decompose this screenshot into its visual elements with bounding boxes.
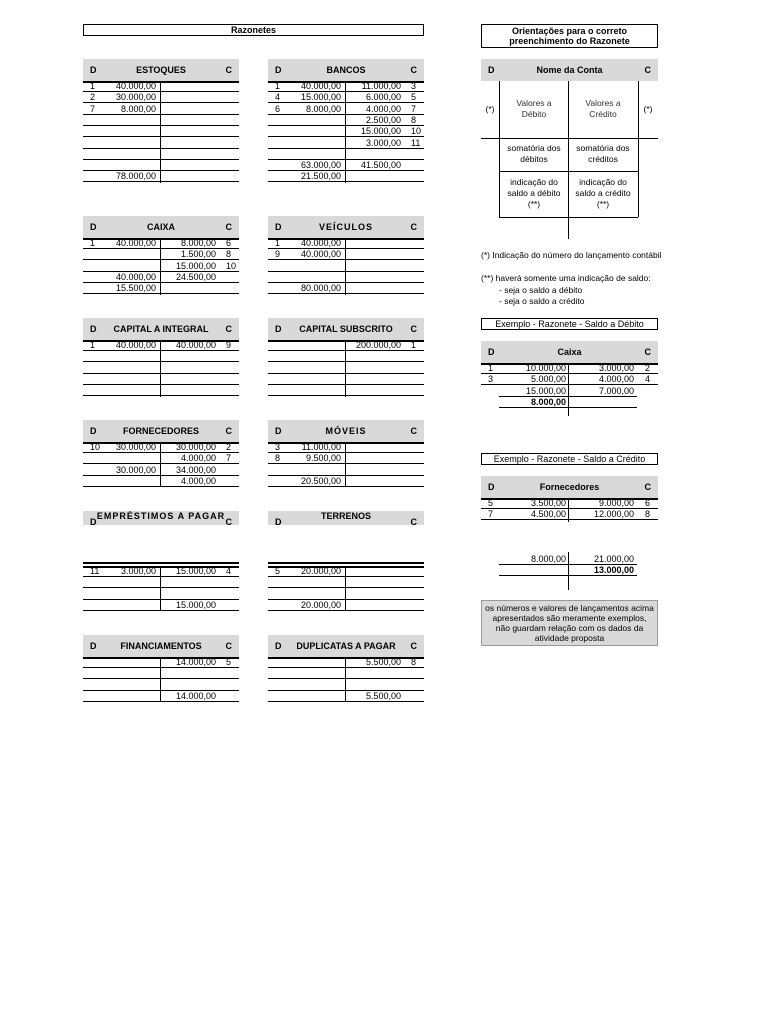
table-row [268,160,424,171]
table-row [268,92,424,103]
credit-entry-number: 2 [226,442,232,452]
entry-number: 7 [488,509,494,520]
debit-letter: D [90,222,97,232]
entry-number: 7 [90,103,96,114]
credit-entry-number: 8 [411,114,417,125]
table-row [268,442,424,453]
table-row [83,261,239,272]
guide-credit-values: Valores a Crédito [585,98,621,119]
debit-value: 11.000,00 [301,442,341,452]
account-name: Caixa [557,347,582,357]
table-row [268,566,424,577]
row-rule [83,293,239,294]
account-header-remnant-terrenos [268,552,424,564]
debit-value: 20.000,00 [300,566,341,576]
credit-entry-number: 4 [645,374,651,385]
guide-credit-sum: somatória dos créditos [576,143,630,164]
note-entry-number: (*) Indicação do número do lançamento contábil [481,250,662,260]
debit-value: 40.000,00 [300,238,341,248]
account-t-divider-emprestimos [160,566,161,611]
header-bottom-line [268,562,424,564]
credit-value: 11.000,00 [361,81,401,91]
table-row [83,138,239,149]
credit-letter: C [225,641,232,651]
entry-number: 3 [488,374,494,385]
credit-entry-number: 10 [226,260,237,271]
credit-value: 5.500,00 [365,657,401,667]
credit-value: 24.500,00 [175,271,216,282]
account-t-divider-moveis [345,442,346,487]
credit-entry-number: 6 [226,238,232,248]
table-row [268,238,424,249]
credit-entry-number: 7 [411,103,417,114]
guide-ref-left: (*) [485,104,495,114]
table-row [83,171,239,182]
account-header-terrenos [268,511,424,525]
table-row [268,680,424,691]
debit-value: 3.500,00 [530,498,566,508]
account-header-capital_integral [83,318,239,340]
debit-letter: D [275,517,282,525]
entry-number: 8 [275,453,281,464]
credit-value: 4.000,00 [180,453,216,464]
table-row [268,453,424,464]
table-row [83,577,239,588]
table-row [268,385,424,396]
entry-number: 4 [275,92,281,103]
credit-value: 40.000,00 [175,340,216,350]
table-row [481,565,658,576]
guide-title [481,24,658,48]
row-rule [268,181,424,182]
account-header-veiculos [268,216,424,238]
guide-header [481,59,658,81]
row-rule [268,486,424,487]
debit-letter: D [275,65,282,75]
table-row [268,261,424,272]
account-t-divider-capital_integral [160,340,161,397]
credit-value: 4.000,00 [180,475,216,486]
table-row [268,351,424,362]
debit-value: 30.000,00 [115,442,156,452]
table-row [481,386,658,397]
table-row [83,92,239,103]
credit-value: 8.000,00 [180,238,216,248]
debit-value: 63.000,00 [300,160,341,171]
example-debit-title: Exemplo - Razonete - Saldo a Débito [481,318,658,330]
credit-value: 6.000,00 [365,92,401,103]
account-name: TERRENOS [320,511,371,521]
table-row [83,283,239,294]
row-rule [268,610,424,611]
credit-value: 200.000,00 [355,340,401,350]
credit-entry-number: 1 [411,340,417,350]
table-row [268,589,424,600]
credit-entry-number: 7 [226,453,232,464]
entry-number: 1 [275,81,281,91]
table-row [481,509,658,520]
guide-debit-balance: indicação do saldo a débito (**) [507,177,561,209]
credit-value: 15.000,00 [175,599,216,610]
table-row [268,340,424,351]
debit-value: 40.000,00 [300,81,341,91]
debit-value: 3.000,00 [120,566,156,576]
entry-number: 1 [90,238,96,248]
table-row [268,600,424,611]
entry-number: 6 [275,103,281,114]
table-row [268,283,424,294]
account-name: EMPRÉSTIMOS A PAGAR [96,511,226,521]
credit-value: 7.000,00 [598,385,634,396]
account-name: CAIXA [146,222,175,232]
table-row [268,272,424,283]
account-t-divider-fornecedores [160,442,161,487]
table-row [268,657,424,668]
debit-letter: D [488,482,495,492]
table-row [268,81,424,92]
entry-number: 1 [90,340,96,350]
credit-entry-number: 2 [645,363,651,373]
debit-letter: D [90,641,97,651]
credit-letter: C [225,324,232,334]
table-row [83,691,239,702]
credit-letter: C [410,426,417,436]
table-row [268,691,424,702]
guide-stem [568,217,569,239]
table-row [83,680,239,691]
credit-value: 30.000,00 [175,442,216,452]
credit-value: 21.000,00 [593,554,634,564]
header-bottom-line [83,562,239,564]
table-row [83,600,239,611]
guide-debit-sum: somatória dos débitos [507,143,561,164]
account-t-divider-caixa [160,238,161,295]
account-header-financiamentos [83,635,239,657]
entry-number: 1 [488,363,494,373]
credit-value: 1.500,00 [180,249,216,260]
credit-value: 15.000,00 [175,566,216,576]
entry-number: 3 [275,442,281,452]
debit-value: 40.000,00 [115,271,156,282]
credit-value: 14.000,00 [175,657,216,667]
table-row [83,149,239,160]
table-row [268,577,424,588]
debit-value: 78.000,00 [115,171,156,182]
guide-sum-bottom [499,171,638,172]
guide-bal-right [638,138,639,217]
debit-letter: D [90,324,97,334]
credit-entry-number: 3 [411,81,417,91]
credit-value: 5.500,00 [365,690,401,701]
table-row [268,104,424,115]
table-row [83,453,239,464]
debit-value: 8.000,00 [530,554,566,564]
table-row [83,351,239,362]
debit-letter: D [90,517,97,525]
credit-value: 2.500,00 [365,114,401,125]
example-header [481,476,658,498]
account-header-remnant-emprestimos [83,552,239,564]
debit-value: 8.000,00 [305,103,341,114]
account-header-fornecedores [83,420,239,442]
credit-entry-number: 8 [411,657,417,667]
debit-letter: D [90,65,97,75]
account-header-capital_subscrito [268,318,424,340]
guide-title-line2: preenchimento do Razonete [509,36,630,46]
guide-ref-right: (*) [643,104,653,114]
table-row [83,363,239,374]
debit-letter: D [275,222,282,232]
entry-number: 11 [90,566,100,576]
guide-bal-left [499,138,500,217]
account-t-divider-estoques [160,81,161,183]
entry-number: 5 [275,566,281,576]
table-row [268,126,424,137]
table-row [83,566,239,577]
table-row [83,249,239,260]
example-credit-title: Exemplo - Razonete - Saldo a Crédito [481,453,658,465]
note-balance: (**) haverá somente uma indicação de saldo: [481,273,651,283]
table-row [268,374,424,385]
table-row [83,668,239,679]
account-name: CAPITAL SUBSCRITO [299,324,393,334]
account-name: MÓVEIS [325,426,367,436]
account-header-bancos [268,59,424,81]
credit-entry-number: 5 [411,92,417,103]
page-title: Razonetes [83,24,424,36]
debit-value: 80.000,00 [300,283,341,294]
debit-value: 40.000,00 [115,238,156,248]
credit-entry-number: 9 [226,340,232,350]
credit-letter: C [644,482,651,492]
account-name: DUPLICATAS A PAGAR [296,641,396,651]
table-row [481,374,658,385]
account-header-estoques [83,59,239,81]
credit-value: 13.000,00 [593,565,634,576]
debit-value: 20.000,00 [300,599,341,610]
table-row [83,657,239,668]
account-t-divider-veiculos [345,238,346,295]
page-gap [470,522,670,552]
table-row [83,340,239,351]
account-header-emprestimos [83,511,239,525]
credit-entry-number: 11 [411,137,421,148]
table-row [83,115,239,126]
debit-value: 40.000,00 [115,81,156,91]
entry-number: 5 [488,498,494,508]
table-row [268,138,424,149]
credit-value: 9.000,00 [598,498,634,508]
example-header [481,341,658,363]
guide-debit-letter: D [488,65,495,75]
credit-entry-number: 5 [226,657,232,667]
account-t-divider-terrenos [345,566,346,611]
example-t-divider-lower [568,554,569,590]
debit-letter: D [90,426,97,436]
debit-value: 30.000,00 [115,92,156,103]
credit-letter: C [225,517,232,525]
example-t-divider [568,363,569,416]
credit-letter: C [410,324,417,334]
debit-value: 15.500,00 [115,283,156,294]
debit-value: 40.000,00 [300,249,341,260]
credit-entry-number: 8 [226,249,232,260]
note-balance-debit: - seja o saldo a débito [499,285,583,295]
table-row [481,363,658,374]
credit-letter: C [410,65,417,75]
credit-value: 4.000,00 [598,374,634,385]
debit-value: 20.500,00 [300,475,341,486]
table-row [83,126,239,137]
credit-letter: C [410,641,417,651]
row-rule [83,395,239,396]
debit-value: 4.500,00 [530,509,566,520]
entry-number: 9 [275,249,281,260]
credit-value: 34.000,00 [175,464,216,475]
account-name: Fornecedores [539,482,600,492]
table-row [481,498,658,509]
debit-letter: D [275,324,282,334]
account-name: FORNECEDORES [122,426,199,436]
credit-entry-number: 6 [645,498,651,508]
debit-letter: D [275,641,282,651]
table-row [83,374,239,385]
credit-value: 4.000,00 [365,103,401,114]
guide-credit-balance: indicação do saldo a crédito (**) [575,177,631,209]
credit-value: 41.500,00 [360,160,401,171]
table-row [268,465,424,476]
table-row [268,476,424,487]
guide-account-name: Nome da Conta [536,65,603,75]
table-row [268,249,424,260]
entry-number: 1 [90,81,96,91]
debit-letter: D [275,426,282,436]
debit-value: 5.000,00 [530,374,566,385]
table-row [83,272,239,283]
credit-letter: C [410,222,417,232]
note-balance-credit: - seja o saldo a crédito [499,296,585,306]
account-name: ESTOQUES [136,65,186,75]
credit-entry-number: 8 [645,509,651,520]
table-row [481,554,658,565]
credit-entry-number: 10 [411,126,422,137]
table-row [83,81,239,92]
credit-value: 15.000,00 [175,260,216,271]
guide-t-left [499,81,500,138]
row-rule [268,293,424,294]
credit-value: 3.000,00 [598,363,634,373]
table-row [268,668,424,679]
table-row [83,465,239,476]
account-t-divider-capital_subscrito [345,340,346,397]
debit-value: 21.500,00 [300,171,341,182]
table-row [83,238,239,249]
account-t-divider-bancos [345,81,346,183]
disclaimer-box: os números e valores de lançamentos acima apresentados são meramente exemplos, não guardam relação com os dados da atividade proposta [481,600,658,646]
credit-value: 12.000,00 [593,509,634,520]
credit-entry-number: 4 [226,566,232,576]
table-row [268,115,424,126]
debit-value: 15.000,00 [300,92,341,103]
guide-title-line1: Orientações para o correto [511,26,628,36]
guide-t-bar [481,138,658,139]
account-header-caixa [83,216,239,238]
table-row [83,476,239,487]
credit-letter: C [644,347,651,357]
debit-value: 8.000,00 [530,396,566,407]
entry-number: 10 [90,442,101,452]
guide-debit-values: Valores a Débito [516,98,552,119]
table-row [268,149,424,160]
credit-letter: C [410,517,417,525]
table-row [268,363,424,374]
table-row [268,171,424,182]
row-rule [83,181,239,182]
account-name: VEÍCULOS [318,222,373,232]
account-name: BANCOS [326,65,366,75]
account-t-divider-financiamentos [160,657,161,702]
table-row [83,104,239,115]
credit-letter: C [225,222,232,232]
account-name: CAPITAL A INTEGRAL [113,324,209,334]
credit-value: 14.000,00 [175,690,216,701]
debit-value: 9.500,00 [305,453,341,464]
row-rule [268,395,424,396]
entry-number: 1 [275,238,281,248]
account-header-duplicatas [268,635,424,657]
debit-value: 30.000,00 [115,464,156,475]
table-row [83,160,239,171]
debit-value: 40.000,00 [115,340,156,350]
guide-credit-letter: C [644,65,651,75]
credit-letter: C [225,426,232,436]
guide-t-mid [568,81,569,217]
account-header-moveis [268,420,424,442]
account-name: FINANCIAMENTOS [120,641,202,651]
debit-value: 8.000,00 [120,103,156,114]
table-row [481,397,658,408]
debit-value: 15.000,00 [525,385,566,396]
table-row [83,589,239,600]
credit-value: 15.000,00 [360,126,401,137]
account-t-divider-duplicatas [345,657,346,702]
credit-letter: C [225,65,232,75]
table-row [83,385,239,396]
entry-number: 2 [90,92,96,103]
debit-letter: D [488,347,495,357]
credit-value: 3.000,00 [365,137,401,148]
table-row [83,442,239,453]
debit-value: 10.000,00 [525,363,566,373]
